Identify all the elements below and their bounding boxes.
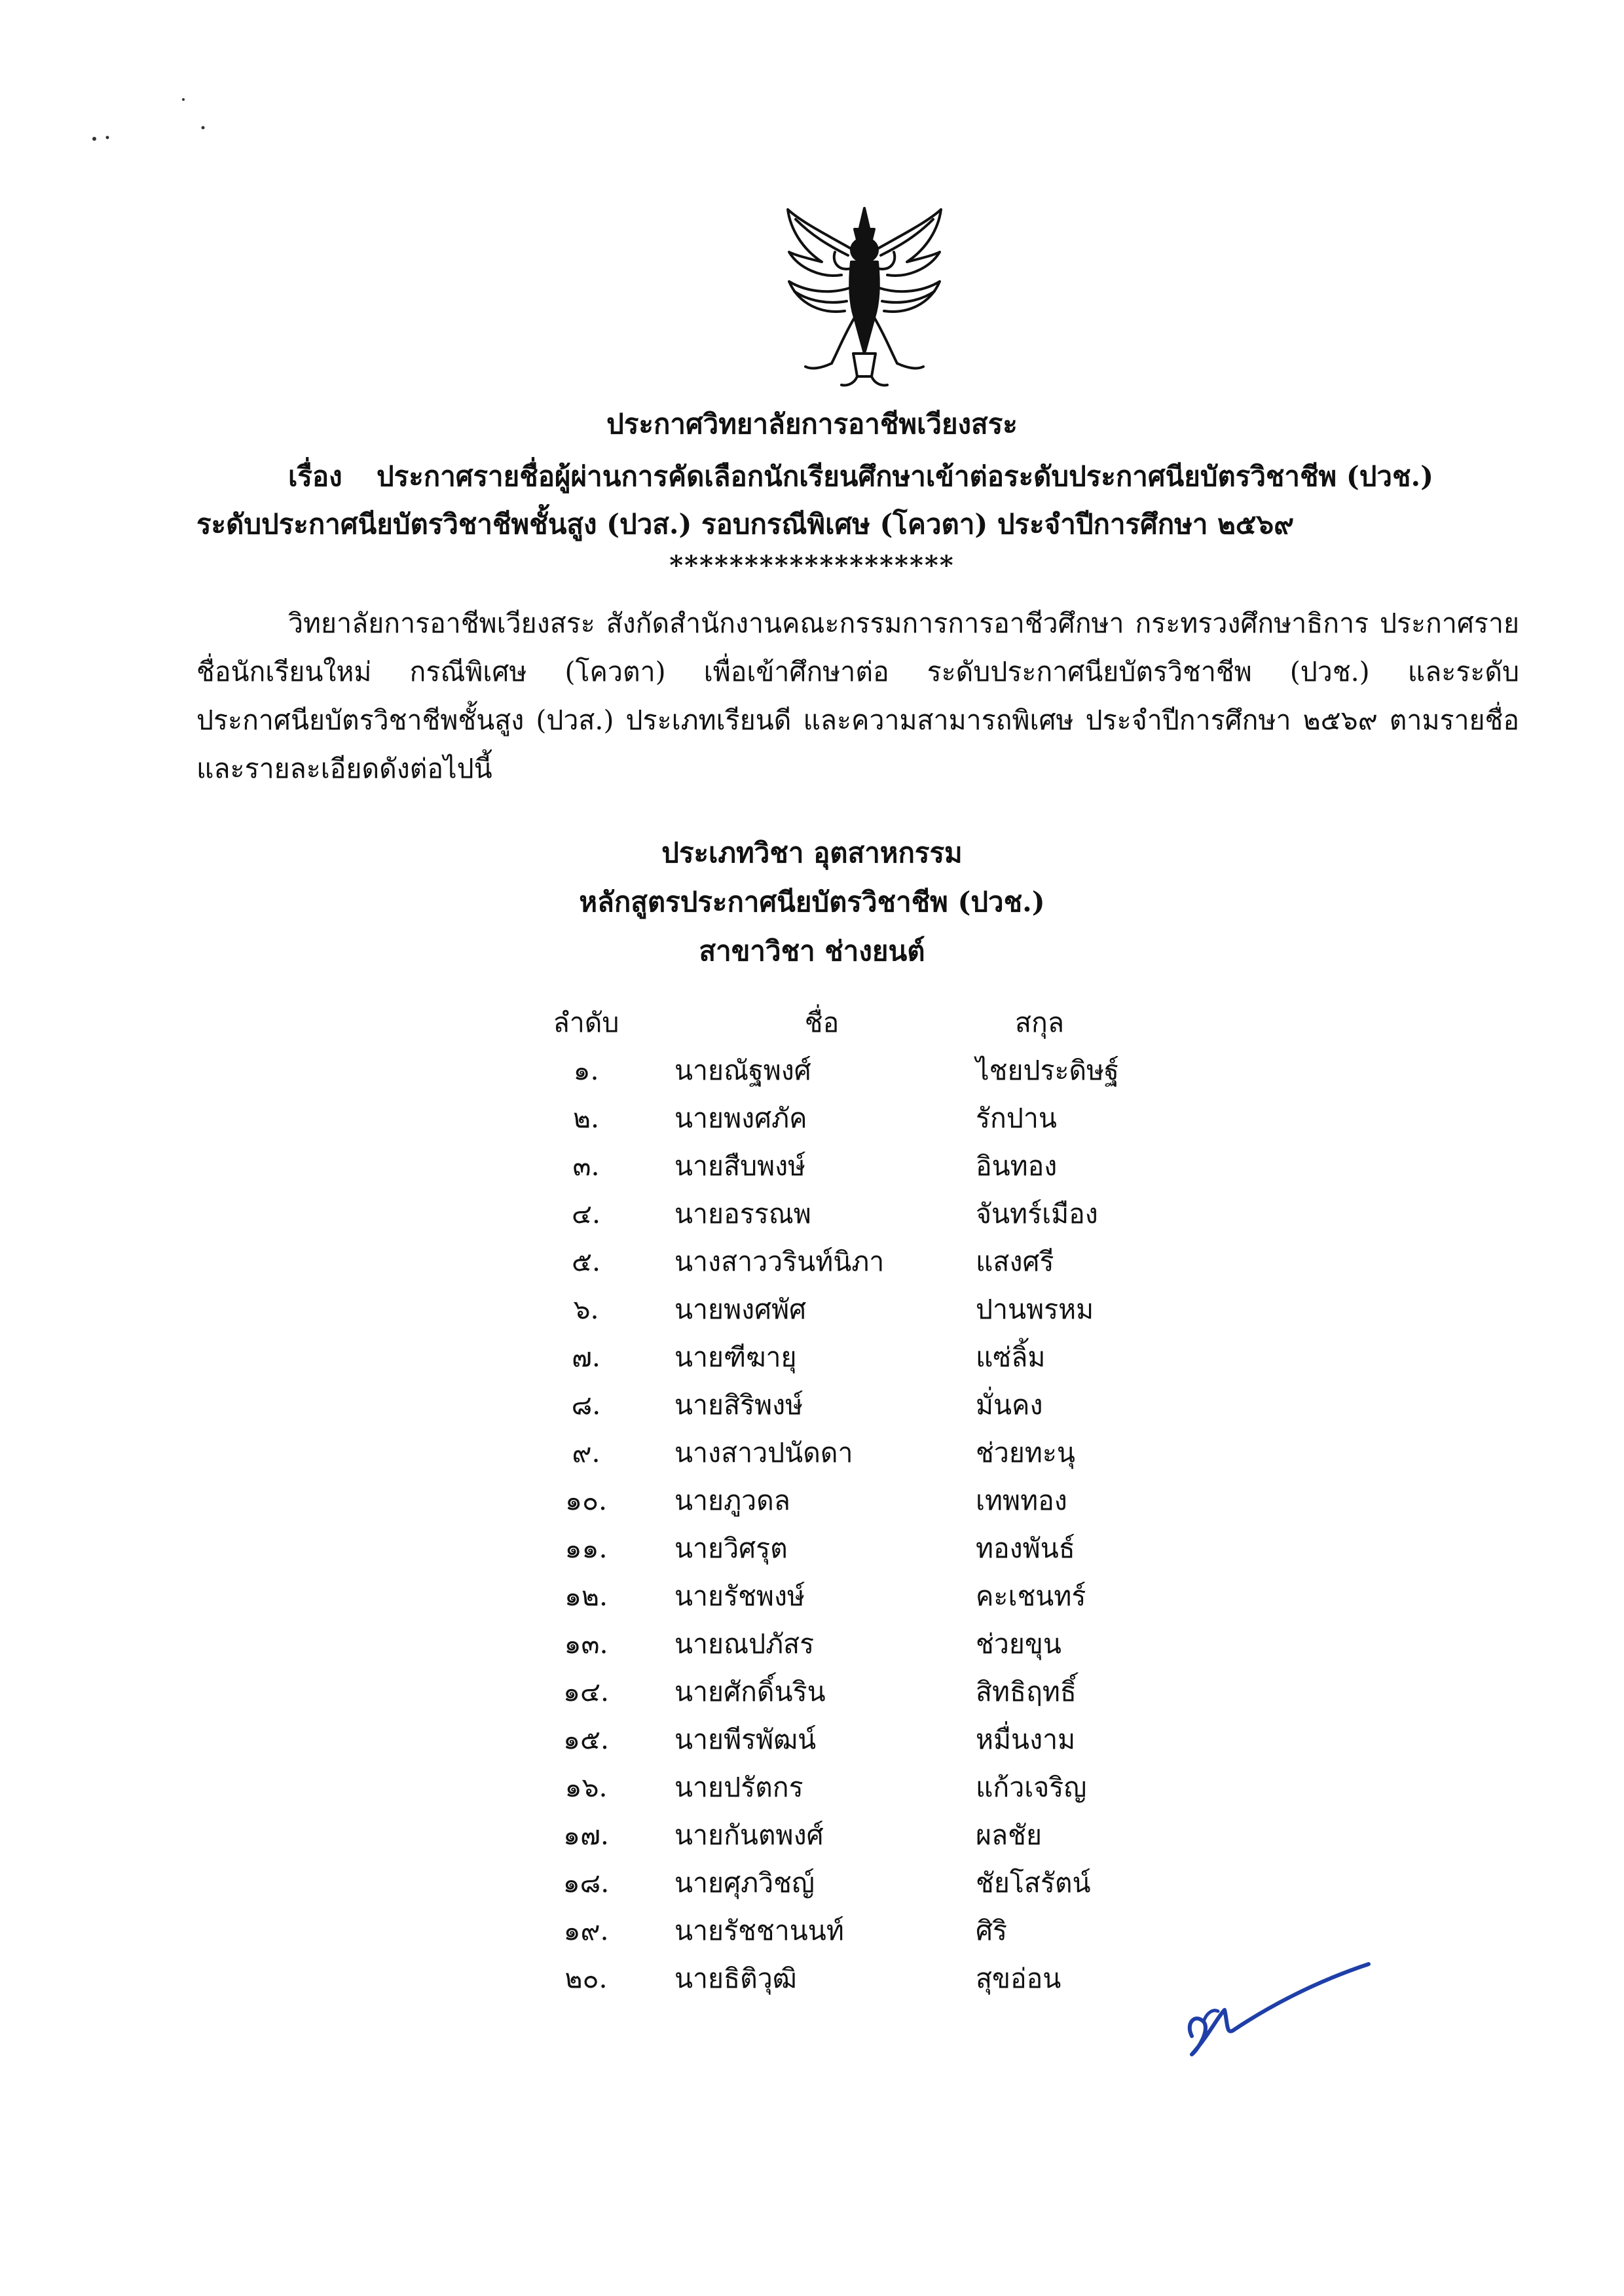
separator: *******************: [669, 550, 955, 581]
row-last-name: แซ่ลิ้ม: [976, 1341, 1046, 1373]
row-last-name: อินทอง: [976, 1150, 1058, 1182]
table-row: [504, 1764, 1238, 1812]
header-last-name: [976, 998, 1238, 1047]
subject-text: ประกาศรายชื่อผู้ผ่านการคัดเลือกนักเรียนศึกษาเข้าต่อระดับประกาศนียบัตรวิชาชีพ (ปวช.): [377, 460, 1433, 492]
row-last-name: หมื่นงาม: [976, 1724, 1076, 1755]
row-last-name: รักปาน: [976, 1102, 1057, 1134]
body-paragraph: วิทยาลัยการอาชีพเวียงสระ สังกัดสำนักงานคณะกรรมการการอาชีวศึกษา กระทรวงศึกษาธิการ ประกาศรายชื่อนักเรียนใหม่ กรณีพิเศษ (โควตา) เพื่อเข้าศึกษาต่อ ระดับประกาศนียบัตรวิชาชีพ (ปวช.) และระดับประกาศนียบัตรวิชาชีพชั้นสูง (ปวส.) ประเภทเรียนดี และความสามารถพิเศษ ประจำปีการศึกษา ๒๕๖๙ ตามรายชื่อและรายละเอียดดังต่อไปนี้: [196, 608, 1519, 784]
row-first-name: นายกันตพงศ์: [674, 1819, 824, 1851]
table-row: [504, 1238, 1238, 1286]
row-first-name: นายรัชพงษ์: [674, 1580, 805, 1612]
row-no: ๑๒.: [564, 1580, 608, 1612]
row-no: ๑๐.: [564, 1485, 608, 1516]
row-no: ๓.: [572, 1150, 600, 1182]
table-row: [504, 1334, 1238, 1381]
row-first-name: นายวิศรุต: [674, 1533, 788, 1564]
table-header-row: [504, 998, 1238, 1047]
row-last-name: มั่นคง: [976, 1389, 1043, 1421]
table-row: [504, 1668, 1238, 1716]
row-last-name: สุขอ่อน: [976, 1963, 1061, 1994]
table-row: [504, 1716, 1238, 1764]
row-first-name: นายสืบพงษ์: [674, 1150, 806, 1182]
scan-specks: [85, 92, 216, 144]
table-row: [504, 1381, 1238, 1429]
row-first-name: นายธิติวุฒิ: [674, 1963, 797, 1994]
announcement-title: ประกาศวิทยาลัยการอาชีพเวียงสระ: [606, 408, 1018, 440]
row-last-name: ทองพันธ์: [976, 1533, 1075, 1564]
row-first-name: นายศุภวิชญ์: [674, 1867, 815, 1899]
table-row: [504, 1812, 1238, 1859]
row-no: ๗.: [572, 1341, 600, 1373]
row-first-name: นายสิริพงษ์: [674, 1389, 803, 1421]
row-no: ๔.: [571, 1198, 601, 1230]
row-no: ๒๐.: [564, 1963, 608, 1994]
row-last-name: ช่วยขุน: [976, 1628, 1061, 1660]
row-last-name: ช่วยทะนุ: [976, 1437, 1075, 1468]
row-first-name: นายพงศพัศ: [674, 1294, 807, 1325]
row-last-name: สิทธิฤทธิ์: [976, 1676, 1077, 1707]
section-major: สาขาวิชา ช่างยนต์: [699, 935, 925, 967]
section-program: หลักสูตรประกาศนียบัตรวิชาชีพ (ปวช.): [579, 886, 1045, 918]
table-row: [504, 1573, 1238, 1620]
table-row: [504, 1429, 1238, 1477]
row-last-name: ชัยโสรัตน์: [976, 1867, 1091, 1899]
row-no: ๑๖.: [564, 1772, 608, 1803]
table-row: [504, 1620, 1238, 1668]
table-row: [504, 1190, 1238, 1238]
table-row: [504, 1095, 1238, 1142]
handwritten-signature: [1172, 1938, 1382, 2069]
row-last-name: เทพทอง: [976, 1485, 1067, 1516]
row-last-name: จันทร์เมือง: [976, 1198, 1098, 1230]
row-no: ๑๓.: [564, 1628, 608, 1660]
row-last-name: ผลชัย: [976, 1819, 1042, 1851]
row-first-name: นายศักดิ์นริน: [674, 1676, 826, 1707]
row-last-name: แสงศรี: [976, 1246, 1054, 1277]
row-no: ๑๑.: [564, 1533, 608, 1564]
header-first-name: ชื่อ: [804, 1006, 840, 1038]
row-no: ๕.: [571, 1246, 601, 1277]
header-last-name-label: สกุล: [1015, 1006, 1064, 1038]
table-row: [504, 1477, 1238, 1525]
row-first-name: นายณัฐพงศ์: [674, 1055, 811, 1086]
row-last-name: ไชยประดิษฐ์: [976, 1055, 1119, 1086]
row-no: ๑๘.: [563, 1867, 610, 1899]
row-no: ๑๗.: [563, 1819, 609, 1851]
row-first-name: นายปรัตกร: [674, 1772, 803, 1803]
row-first-name: นายณปภัสร: [674, 1628, 815, 1660]
section-type: ประเภทวิชา อุตสาหกรรม: [661, 837, 963, 869]
row-no: ๑๕.: [563, 1724, 610, 1755]
header-no: ลำดับ: [553, 1006, 619, 1038]
table-row: [504, 1955, 1238, 2003]
row-no: ๙.: [572, 1437, 600, 1468]
row-first-name: นางสาวปนัดดา: [674, 1437, 853, 1468]
row-last-name: แก้วเจริญ: [976, 1772, 1087, 1803]
row-no: ๑๔.: [563, 1676, 610, 1707]
subject-label: เรื่อง: [288, 460, 342, 492]
table-row: [504, 1047, 1238, 1095]
row-first-name: นายภูวดล: [674, 1485, 790, 1516]
row-last-name: คะเชนทร์: [976, 1580, 1086, 1612]
row-no: ๒.: [572, 1102, 600, 1134]
student-list-table: [504, 998, 1238, 2003]
row-last-name: ปานพรหม: [976, 1294, 1094, 1325]
row-first-name: นายอรรณพ: [674, 1198, 811, 1230]
row-first-name: นางสาววรินท์นิภา: [674, 1246, 885, 1277]
table-row: [504, 1286, 1238, 1334]
row-first-name: นายรัชชานนท์: [674, 1915, 844, 1946]
row-no: ๖.: [573, 1294, 599, 1325]
table-row: [504, 1859, 1238, 1907]
subject-line: [288, 455, 1433, 498]
table-row: [504, 1142, 1238, 1190]
table-row: [504, 1525, 1238, 1573]
row-first-name: นายพงศภัค: [674, 1102, 807, 1134]
row-no: ๑.: [573, 1055, 599, 1086]
row-first-name: นายพีรพัฒน์: [674, 1724, 817, 1755]
row-last-name: ศิริ: [976, 1915, 1008, 1946]
garuda-emblem-icon: [776, 196, 953, 393]
subject-line-2: ระดับประกาศนียบัตรวิชาชีพชั้นสูง (ปวส.) รอบกรณีพิเศษ (โควตา) ประจำปีการศึกษา ๒๕๖๙: [196, 508, 1294, 540]
row-no: ๑๙.: [563, 1915, 609, 1946]
table-row: [504, 1907, 1238, 1955]
row-first-name: นายฑีฆายุ: [674, 1341, 797, 1373]
row-no: ๘.: [571, 1389, 601, 1421]
